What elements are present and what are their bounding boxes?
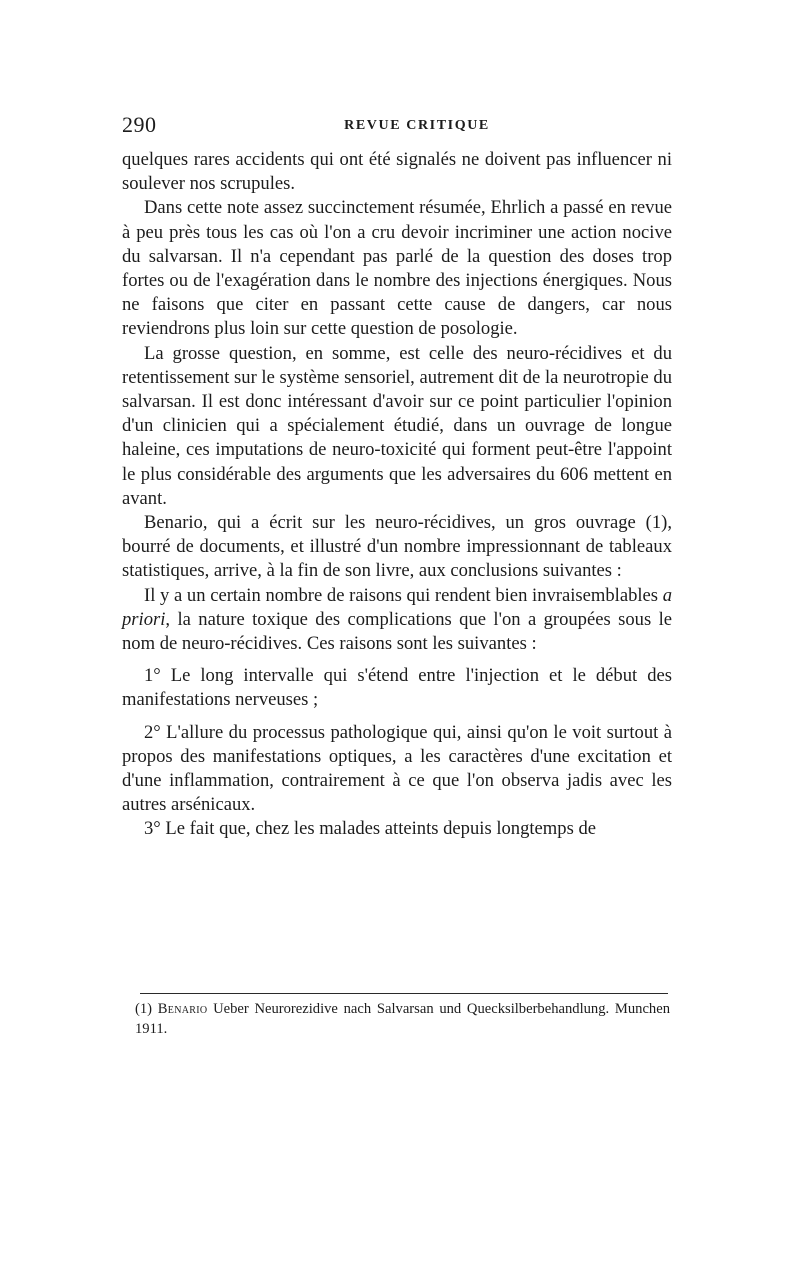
list-item-2: 2° L'allure du processus pathologique qui, ainsi qu'on le voit surtout à propos des manifestations optiques, a les caractères d'une excitation et d'une inflammation, contrairement à ce que l'on observa jadis avec les autres arsénicaux.: [122, 721, 672, 816]
paragraph-benario: Benario, qui a écrit sur les neuro-récidives, un gros ouvrage (1), bourré de documents, et illustré d'un nombre impressionnant de tableaux statistiques, arrive, à la fin de son livre, aux conclusions suivantes :: [122, 512, 672, 582]
paragraph-ehrlich: Dans cette note assez succinctement résumée, Ehrlich a passé en revue à peu près tous les cas où l'on a cru devoir incriminer une action nocive du salvarsan. Il n'a cependant pas parlé de la question des doses trop fortes ou de l'exagération dans le nombre des injections énergiques. Nous ne faisons que citer en passant cette cause de dangers, car nous reviendrons plus loin sur cette question de posologie.: [122, 197, 672, 340]
paragraph-continuation: quelques rares accidents qui ont été signalés ne doivent pas influencer ni soulever nos scrupules.: [122, 149, 672, 195]
page-header: [122, 112, 672, 142]
list-item-1: 1° Le long intervalle qui s'étend entre l'injection et le début des manifestations nerveuses ;: [122, 665, 672, 711]
footnote: [135, 999, 670, 1039]
body-text: [122, 148, 672, 842]
footnote-marker: (1): [135, 1001, 153, 1017]
list-item-3: 3° Le fait que, chez les malades atteints depuis longtemps de: [144, 818, 596, 840]
paragraph-raisons-end: , la nature toxique des complications que l'on a groupées sous le nom de neuro-récidives. Ces raisons sont les suivantes :: [122, 608, 672, 655]
emphasis-a-priori: a priori: [122, 584, 672, 630]
running-title: REVUE CRITIQUE: [344, 118, 490, 133]
footnote-divider: [140, 993, 668, 994]
page-number: 290: [122, 112, 157, 137]
paragraph-raisons: [122, 584, 672, 657]
paragraph-neuro-recidives: La grosse question, en somme, est celle des neuro-récidives et du retentissement sur le système sensoriel, autrement dit de la neurotropie du salvarsan. Il est donc intéressant d'avoir sur ce point particulier l'opinion d'un clinicien qui a spécialement étudié, dans un ouvrage de longue haleine, ces imputations de neuro-toxicité qui forment peut-être l'appoint le plus considérable des arguments que les adversaires du 606 mettent en avant.: [122, 342, 672, 509]
footnote-text: Ueber Neurorezidive nach Salvarsan und Quecksilberbehandlung. Munchen 1911.: [135, 1001, 670, 1037]
paragraph-raisons-start: Il y a un certain nombre de raisons qui rendent bien invraisemblables: [144, 584, 663, 606]
footnote-author: Benario: [157, 1001, 208, 1017]
